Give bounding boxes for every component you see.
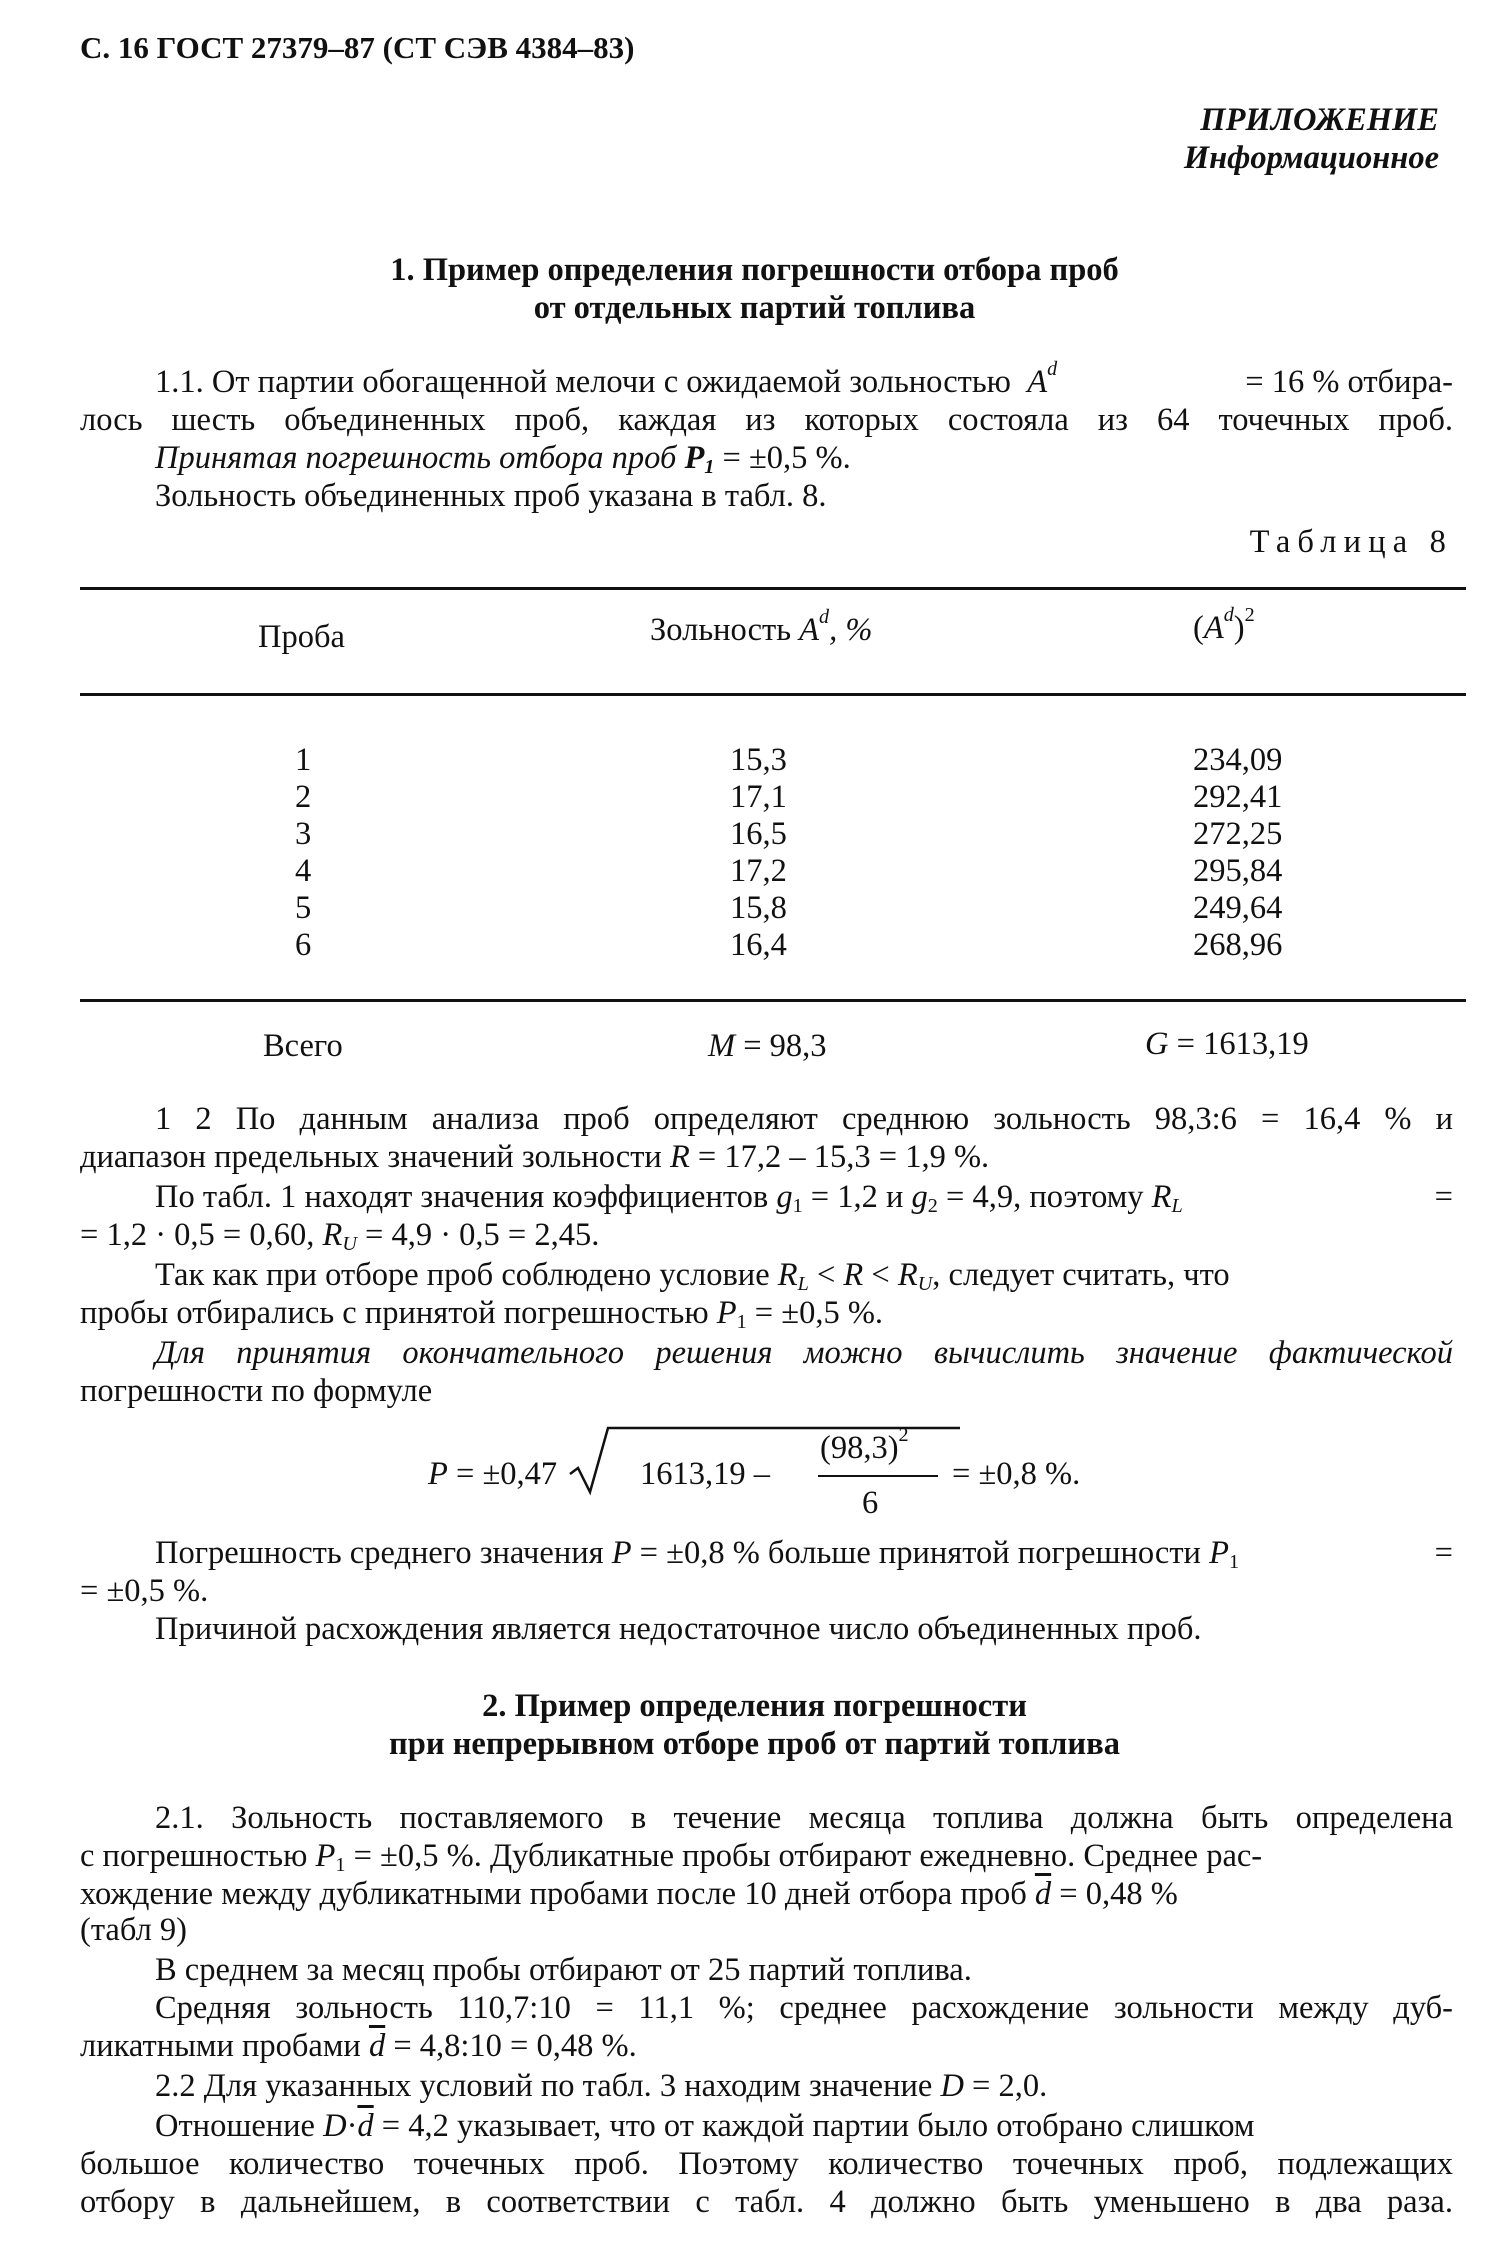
cell-sample-number: 4 — [295, 853, 312, 889]
para-1-1-line1: 1.1. От партии обогащенной мелочи с ожидаемой зольностью $A^d$ — [155, 357, 1058, 400]
para-mean-error-line2: = ±0,5 %. — [80, 1573, 209, 1609]
para-1-2-coefficients-line1: По табл. 1 находят значения коэффициентов $g_1 = 1,2$ и $g_2 = 4,9$, поэтому $R_L$ — [155, 1179, 1183, 1218]
para-2-1-mean-line2: ликатными пробами $\overline{d}$ = 4,8:10 = 0,48 %. — [80, 2028, 637, 2064]
cell-ash: 16,5 — [730, 816, 787, 852]
cell-ash: 15,8 — [730, 890, 787, 926]
fraction-bar — [818, 1475, 938, 1477]
table-total-rule — [80, 999, 1466, 1002]
cell-sample-number: 2 — [295, 779, 312, 815]
total-ash-sum: M = 98,3 — [708, 1028, 827, 1064]
para-1-2-coefficients-line2: = 1,2 · 0,5 = 0,60, $R_U = 4,9 \cdot 0,5 = 2,45$. — [80, 1217, 600, 1256]
para-condition-line1: Так как при отборе проб соблюдено условие $R_L < R < R_U$, следует считать, что — [155, 1257, 1230, 1296]
table-top-rule — [80, 587, 1466, 590]
cell-sample-number: 6 — [295, 927, 312, 963]
para-2-1-batches: В среднем за месяц пробы отбирают от 25 партий топлива. — [155, 1952, 972, 1988]
table-header-rule — [80, 693, 1466, 696]
para-2-1-mean-line1: Средняя зольность 110,7:10 = 11,1 %; среднее расхождение зольности между дуб- — [155, 1990, 1453, 2026]
para-1-1-line1-end: = 16 % отбира- — [1245, 364, 1453, 400]
cell-ash-squared: 249,64 — [1193, 890, 1283, 926]
cell-ash-squared: 295,84 — [1193, 853, 1283, 889]
para-reason: Причиной расхождения является недостаточное число объединенных проб. — [155, 1611, 1202, 1647]
para-1-2-line2: диапазон предельных значений зольности R = 17,2 – 15,3 = 1,9 %. — [80, 1139, 990, 1175]
formula-denominator: 6 — [862, 1485, 879, 1521]
para-formula-intro-line2: погрешности по формуле — [80, 1373, 433, 1409]
cell-ash-squared: 292,41 — [1193, 779, 1283, 815]
para-2-2: 2.2 Для указанных условий по табл. 3 находим значение D = 2,0. — [155, 2068, 1048, 2104]
para-mean-error-line1: Погрешность среднего значения P = ±0,8 % больше принятой погрешности $P_1$ — [155, 1535, 1240, 1574]
appendix-title: ПРИЛОЖЕНИЕ — [1200, 102, 1439, 138]
page-reference: С. 16 ГОСТ 27379–87 (СТ СЭВ 4384–83) — [80, 30, 635, 65]
table-header-sample: Проба — [258, 619, 345, 655]
formula-left: P = ±0,47 — [428, 1456, 558, 1492]
para-mean-error-end: = — [1434, 1535, 1453, 1571]
appendix-type: Информационное — [1183, 140, 1439, 176]
total-squares-sum: G = 1613,19 — [1145, 1026, 1309, 1062]
section2-title-line1: 2. Пример определения погрешности — [482, 1688, 1027, 1724]
total-label: Всего — [263, 1028, 343, 1064]
para-condition-line2: пробы отбирались с принятой погрешностью $P_1 = \pm 0,5$ %. — [80, 1295, 884, 1334]
para-1-1-line2: лось шесть объединенных проб, каждая из которых состояла из 64 точечных проб. — [80, 402, 1453, 438]
section1-title-line2: от отдельных партий топлива — [533, 290, 976, 326]
para-1-2-line1: 1 2 По данным анализа проб определяют среднюю зольность 98,3:6 = 16,4 % и — [155, 1101, 1453, 1137]
cell-ash: 17,1 — [730, 779, 787, 815]
table-header-ash-squared: $(A^d)^2$ — [1193, 603, 1255, 646]
para-formula-intro-line1: Для принятия окончательного решения можно вычислить значение фактической — [155, 1335, 1453, 1371]
cell-ash: 17,2 — [730, 853, 787, 889]
formula-result: = ±0,8 %. — [952, 1456, 1081, 1492]
para-ratio-line1: Отношение $D\cdot\overline{d} = 4,2$ указывает, что от каждой партии было отобрано слишком — [155, 2108, 1255, 2144]
formula-sum: 1613,19 – — [640, 1456, 770, 1492]
para-1-1-line4: Зольность объединенных проб указана в табл. 8. — [155, 478, 827, 514]
para-2-1-line1: 2.1. Зольность поставляемого в течение месяца топлива должна быть определена — [155, 1800, 1453, 1836]
para-ratio-line2: большое количество точечных проб. Поэтому количество точечных проб, подлежащих — [80, 2146, 1453, 2182]
cell-sample-number: 3 — [295, 816, 312, 852]
cell-ash: 15,3 — [730, 742, 787, 778]
cell-ash-squared: 272,25 — [1193, 816, 1283, 852]
table-caption: Таблица 8 — [1249, 524, 1453, 560]
para-2-1-line2: с погрешностью $P_1 = \pm 0,5$ %. Дубликатные пробы отбирают ежедневно. Среднее рас- — [80, 1838, 1263, 1877]
cell-ash-squared: 268,96 — [1193, 927, 1283, 963]
para-ratio-line3: отбору в дальнейшем, в соответствии с табл. 4 должно быть уменьшено в два раза. — [80, 2184, 1453, 2220]
cell-ash: 16,4 — [730, 927, 787, 963]
section1-title-line1: 1. Пример определения погрешности отбора проб — [390, 252, 1119, 288]
para-2-1-line4: (табл 9) — [80, 1912, 187, 1948]
para-1-2-coefficients-end: = — [1434, 1179, 1453, 1215]
para-2-1-line3: хождение между дубликатными пробами после 10 дней отбора проб $\overline{d} = 0,48$ % — [80, 1876, 1178, 1912]
section2-title-line2: при непрерывном отборе проб от партий топлива — [389, 1726, 1120, 1762]
cell-sample-number: 1 — [295, 742, 312, 778]
cell-sample-number: 5 — [295, 890, 312, 926]
ash-symbol: $A^d$ — [1027, 357, 1058, 400]
table-header-ash: Зольность $A^d$, % — [650, 605, 873, 648]
cell-ash-squared: 234,09 — [1193, 742, 1283, 778]
formula-numerator: $(98,3)^2$ — [820, 1423, 909, 1466]
para-1-1-line3: Принятая погрешность отбора проб $P_1 = \pm 0,5$ %. — [155, 440, 851, 479]
